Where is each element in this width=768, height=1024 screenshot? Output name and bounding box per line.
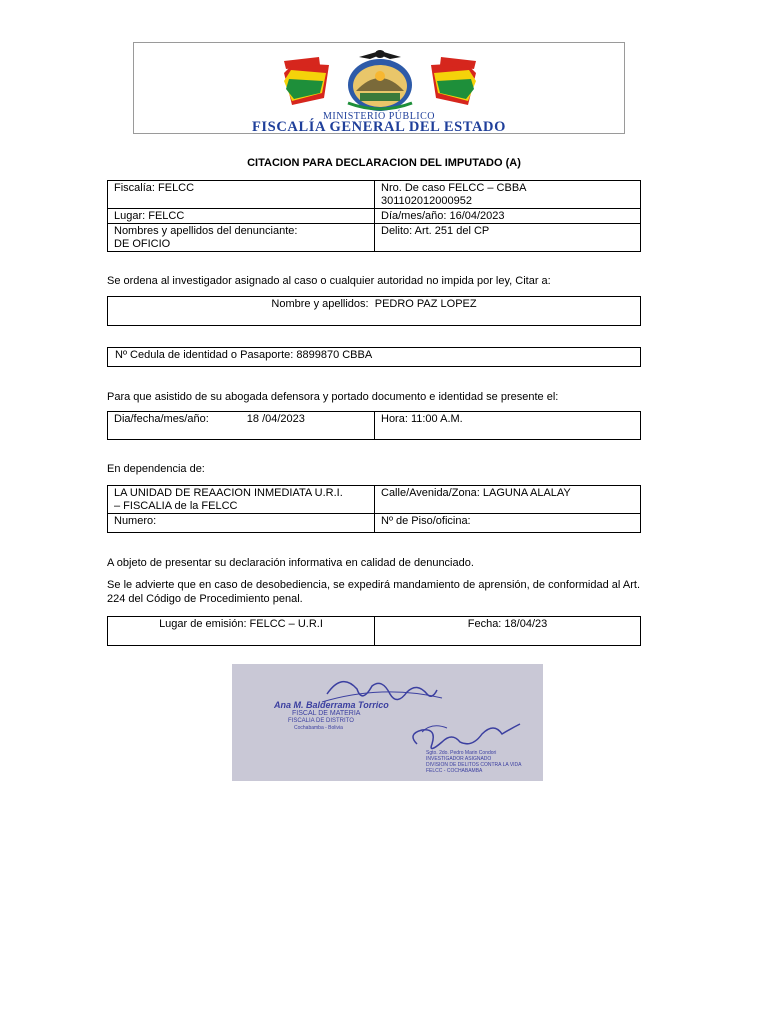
emission-place-cell: Lugar de emisión: FELCC – U.R.I [108, 617, 375, 646]
person-name-value: PEDRO PAZ LOPEZ [374, 298, 477, 310]
institution-name: FISCALÍA GENERAL DEL ESTADO [251, 119, 507, 135]
date-cell: Día/mes/año: 16/04/2023 [375, 209, 641, 224]
appointment-table [107, 411, 641, 440]
signature-stamps-image [232, 664, 543, 781]
appointment-hour-cell: Hora: 11:00 A.M. [375, 412, 641, 440]
warning-paragraph: Se le advierte que en caso de desobediencia, se expedirá mandamiento de aprensión, de conformidad al Art. 224 del Código de Procedimiento penal. [107, 579, 640, 605]
person-id-box [107, 347, 641, 367]
stamp1-name: Ana M. Balderrama Torrico [274, 700, 389, 710]
person-id-line: Nº Cedula de identidad o Pasaporte: 8899870 CBBA [115, 349, 373, 361]
delito-cell: Delito: Art. 251 del CP [375, 224, 641, 252]
appear-paragraph: Para que asistido de su abogada defensora y portado documento e identidad se presente el: [107, 391, 559, 403]
denunciante-cell: Nombres y apellidos del denunciante: DE OFICIO [108, 224, 375, 252]
order-paragraph: Se ordena al investigador asignado al caso o cualquier autoridad no impida por ley, Citar a: [107, 275, 551, 287]
institution-header [133, 42, 625, 134]
stamp2 [426, 750, 522, 774]
dependency-table [107, 485, 641, 533]
stamp2-line4: FELCC - COCHABAMBA [426, 768, 483, 774]
stamp1-city: Cochabamba - Bolivia [294, 725, 343, 731]
stamp2-line3: DIVISION DE DELITOS CONTRA LA VIDA [426, 762, 522, 768]
appointment-date-cell: Dia/fecha/mes/año: 18 /04/2023 [108, 412, 375, 440]
person-name-box [107, 296, 641, 326]
emission-date-cell: Fecha: 18/04/23 [375, 617, 641, 646]
stamp2-line1: Sgto. 2do. Pedro Marin Condori [426, 750, 497, 756]
number-cell: Numero: [108, 514, 375, 533]
street-cell: Calle/Avenida/Zona: LAGUNA ALALAY [375, 486, 641, 514]
dependency-label: En dependencia de: [107, 463, 205, 475]
unit-cell: LA UNIDAD DE REAACION INMEDIATA U.R.I. – FISCALIA de la FELCC [108, 486, 375, 514]
stamp1-title: FISCAL DE MATERIA [292, 710, 361, 717]
person-name-label: Nombre y apellidos: [271, 298, 369, 310]
emission-table [107, 616, 641, 646]
document-title: CITACION PARA DECLARACION DEL IMPUTADO (A) [247, 157, 521, 169]
case-info-table [107, 180, 641, 252]
lugar-cell: Lugar: FELCC [108, 209, 375, 224]
stamp2-line2: INVESTIGADOR ASIGNADO [426, 756, 492, 762]
fiscalia-cell: Fiscalía: FELCC [108, 181, 375, 209]
case-number-cell: Nro. De caso FELCC – CBBA 301102012000952 [375, 181, 641, 209]
ministry-label: MINISTERIO PÚBLICO [322, 111, 436, 122]
floor-cell: Nº de Piso/oficina: [375, 514, 641, 533]
stamp1-sub: FISCALIA DE DISTRITO [288, 718, 354, 724]
object-paragraph: A objeto de presentar su declaración informativa en calidad de denunciado. [107, 557, 474, 569]
